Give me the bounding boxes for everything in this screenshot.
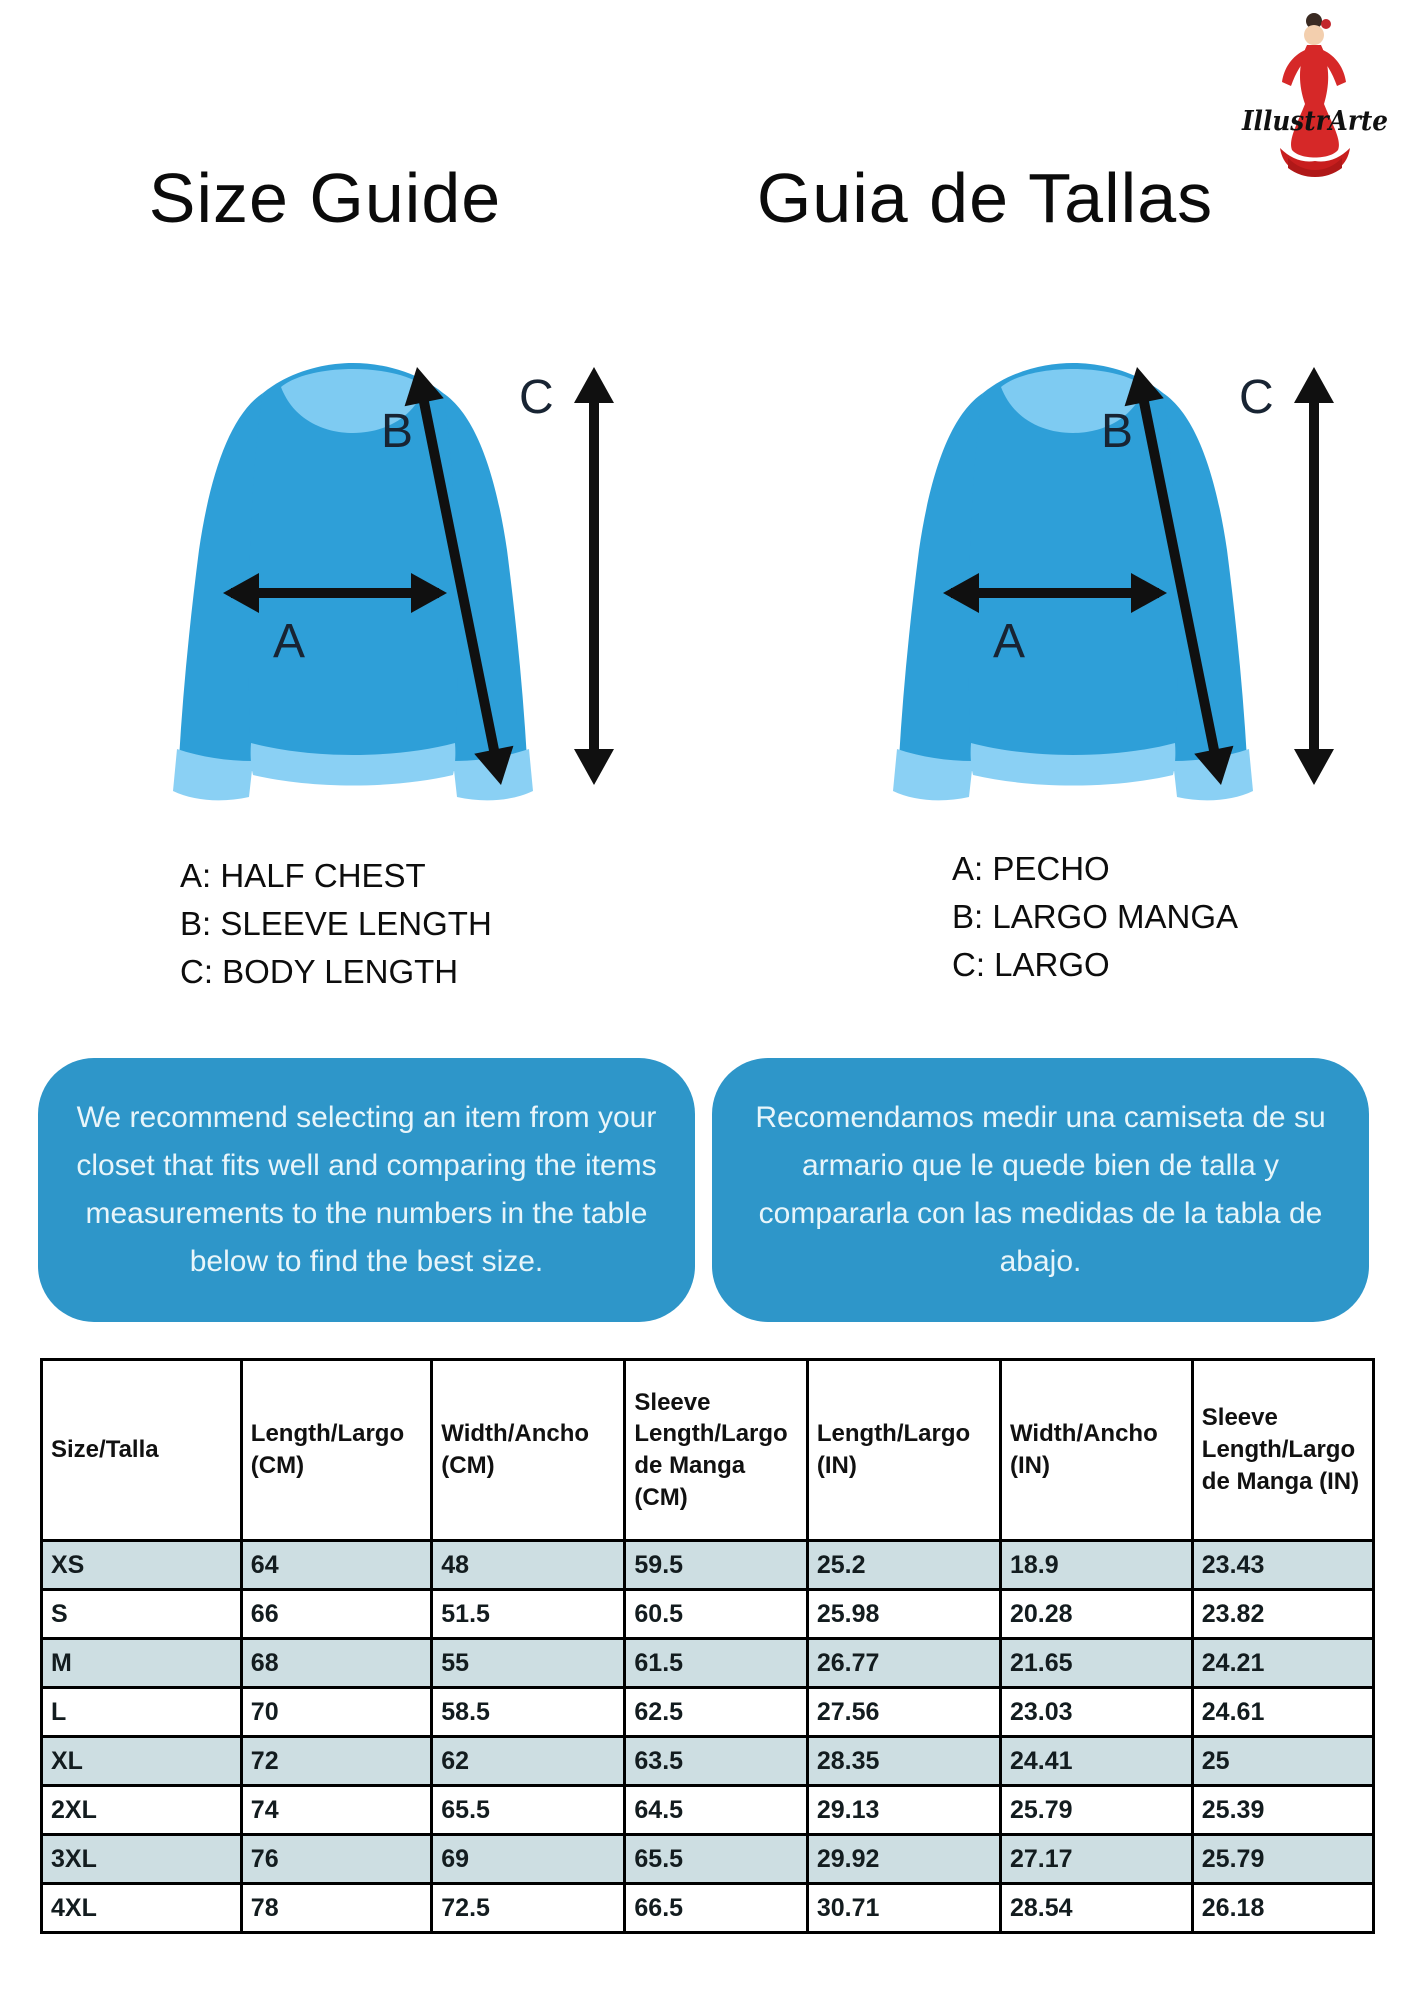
value-cell: 55 bbox=[432, 1639, 625, 1688]
legend-item-b: B: SLEEVE LENGTH bbox=[180, 905, 492, 942]
size-cell: S bbox=[42, 1590, 242, 1639]
value-cell: 78 bbox=[241, 1884, 431, 1933]
page-title-en: Size Guide bbox=[148, 159, 502, 237]
legend-item-c: C: LARGO bbox=[952, 946, 1110, 983]
value-cell: 25.98 bbox=[807, 1590, 1000, 1639]
note-box-en bbox=[38, 1058, 695, 1322]
value-cell: 64.5 bbox=[625, 1786, 807, 1835]
value-cell: 25.79 bbox=[1192, 1835, 1373, 1884]
table-row bbox=[42, 1835, 1374, 1884]
table-row bbox=[42, 1541, 1374, 1590]
arrowhead bbox=[1294, 749, 1334, 785]
value-cell: 29.13 bbox=[807, 1786, 1000, 1835]
column-header: Length/Largo (CM) bbox=[241, 1360, 431, 1541]
column-header: Sleeve Length/Largo de Manga (CM) bbox=[625, 1360, 807, 1541]
sweater-diagram-es bbox=[815, 335, 1360, 820]
size-table-head bbox=[42, 1360, 1374, 1541]
value-cell: 27.17 bbox=[1000, 1835, 1192, 1884]
size-table-body bbox=[42, 1541, 1374, 1933]
value-cell: 66.5 bbox=[625, 1884, 807, 1933]
value-cell: 72.5 bbox=[432, 1884, 625, 1933]
value-cell: 26.77 bbox=[807, 1639, 1000, 1688]
value-cell: 25.39 bbox=[1192, 1786, 1373, 1835]
table-row bbox=[42, 1590, 1374, 1639]
value-cell: 23.03 bbox=[1000, 1688, 1192, 1737]
sweater-diagram-en bbox=[95, 335, 640, 820]
value-cell: 66 bbox=[241, 1590, 431, 1639]
table-row bbox=[42, 1737, 1374, 1786]
value-cell: 65.5 bbox=[432, 1786, 625, 1835]
value-cell: 60.5 bbox=[625, 1590, 807, 1639]
legend-es bbox=[952, 845, 1238, 989]
table-row bbox=[42, 1639, 1374, 1688]
measure-label-c: C bbox=[519, 371, 554, 424]
value-cell: 76 bbox=[241, 1835, 431, 1884]
value-cell: 24.61 bbox=[1192, 1688, 1373, 1737]
value-cell: 61.5 bbox=[625, 1639, 807, 1688]
brand-name: IllustrArte bbox=[1241, 106, 1388, 137]
table-row bbox=[42, 1884, 1374, 1933]
legend-item-a: A: HALF CHEST bbox=[180, 857, 426, 894]
arrowhead bbox=[574, 749, 614, 785]
value-cell: 29.92 bbox=[807, 1835, 1000, 1884]
size-table bbox=[40, 1358, 1375, 1934]
value-cell: 69 bbox=[432, 1835, 625, 1884]
page-title-es: Guia de Tallas bbox=[756, 159, 1214, 237]
legend-item-c: C: BODY LENGTH bbox=[180, 953, 459, 990]
value-cell: 18.9 bbox=[1000, 1541, 1192, 1590]
value-cell: 20.28 bbox=[1000, 1590, 1192, 1639]
legend-item-a: A: PECHO bbox=[952, 850, 1110, 887]
legend-item-b: B: LARGO MANGA bbox=[952, 898, 1239, 935]
value-cell: 26.18 bbox=[1192, 1884, 1373, 1933]
size-cell: XS bbox=[42, 1541, 242, 1590]
measure-label-b: B bbox=[1101, 405, 1134, 458]
value-cell: 70 bbox=[241, 1688, 431, 1737]
column-header: Sleeve Length/Largo de Manga (IN) bbox=[1192, 1360, 1373, 1541]
value-cell: 59.5 bbox=[625, 1541, 807, 1590]
header-row bbox=[42, 1360, 1374, 1541]
value-cell: 25 bbox=[1192, 1737, 1373, 1786]
value-cell: 21.65 bbox=[1000, 1639, 1192, 1688]
value-cell: 62 bbox=[432, 1737, 625, 1786]
value-cell: 30.71 bbox=[807, 1884, 1000, 1933]
value-cell: 25.79 bbox=[1000, 1786, 1192, 1835]
value-cell: 48 bbox=[432, 1541, 625, 1590]
note-text-es: Recomendamos medir una camiseta de su armario que le quede bien de talla y compararla con las medidas de la tabla de abajo. bbox=[755, 1101, 1326, 1278]
value-cell: 72 bbox=[241, 1737, 431, 1786]
value-cell: 58.5 bbox=[432, 1688, 625, 1737]
size-cell: XL bbox=[42, 1737, 242, 1786]
size-table-wrapper bbox=[40, 1358, 1375, 1934]
note-text-en: We recommend selecting an item from your closet that fits well and comparing the items measurements to the numbers in the table below to find the best size. bbox=[76, 1101, 657, 1278]
value-cell: 24.41 bbox=[1000, 1737, 1192, 1786]
arrowhead bbox=[1294, 367, 1334, 403]
dancer-flower bbox=[1321, 19, 1331, 29]
value-cell: 74 bbox=[241, 1786, 431, 1835]
size-cell: 3XL bbox=[42, 1835, 242, 1884]
table-row bbox=[42, 1786, 1374, 1835]
measure-label-b: B bbox=[381, 405, 414, 458]
arrowhead bbox=[574, 367, 614, 403]
value-cell: 28.54 bbox=[1000, 1884, 1192, 1933]
value-cell: 23.82 bbox=[1192, 1590, 1373, 1639]
size-cell: 2XL bbox=[42, 1786, 242, 1835]
value-cell: 25.2 bbox=[807, 1541, 1000, 1590]
column-header: Length/Largo (IN) bbox=[807, 1360, 1000, 1541]
value-cell: 28.35 bbox=[807, 1737, 1000, 1786]
value-cell: 68 bbox=[241, 1639, 431, 1688]
value-cell: 64 bbox=[241, 1541, 431, 1590]
note-box-es bbox=[712, 1058, 1369, 1322]
value-cell: 63.5 bbox=[625, 1737, 807, 1786]
column-header: Size/Talla bbox=[42, 1360, 242, 1541]
measure-label-a: A bbox=[273, 615, 306, 668]
column-header: Width/Ancho (IN) bbox=[1000, 1360, 1192, 1541]
value-cell: 65.5 bbox=[625, 1835, 807, 1884]
measure-label-c: C bbox=[1239, 371, 1274, 424]
size-cell: M bbox=[42, 1639, 242, 1688]
size-cell: L bbox=[42, 1688, 242, 1737]
value-cell: 51.5 bbox=[432, 1590, 625, 1639]
value-cell: 62.5 bbox=[625, 1688, 807, 1737]
size-cell: 4XL bbox=[42, 1884, 242, 1933]
value-cell: 23.43 bbox=[1192, 1541, 1373, 1590]
value-cell: 24.21 bbox=[1192, 1639, 1373, 1688]
value-cell: 27.56 bbox=[807, 1688, 1000, 1737]
table-row bbox=[42, 1688, 1374, 1737]
dancer-head bbox=[1304, 25, 1324, 45]
column-header: Width/Ancho (CM) bbox=[432, 1360, 625, 1541]
legend-en bbox=[180, 852, 492, 996]
measure-label-a: A bbox=[993, 615, 1026, 668]
